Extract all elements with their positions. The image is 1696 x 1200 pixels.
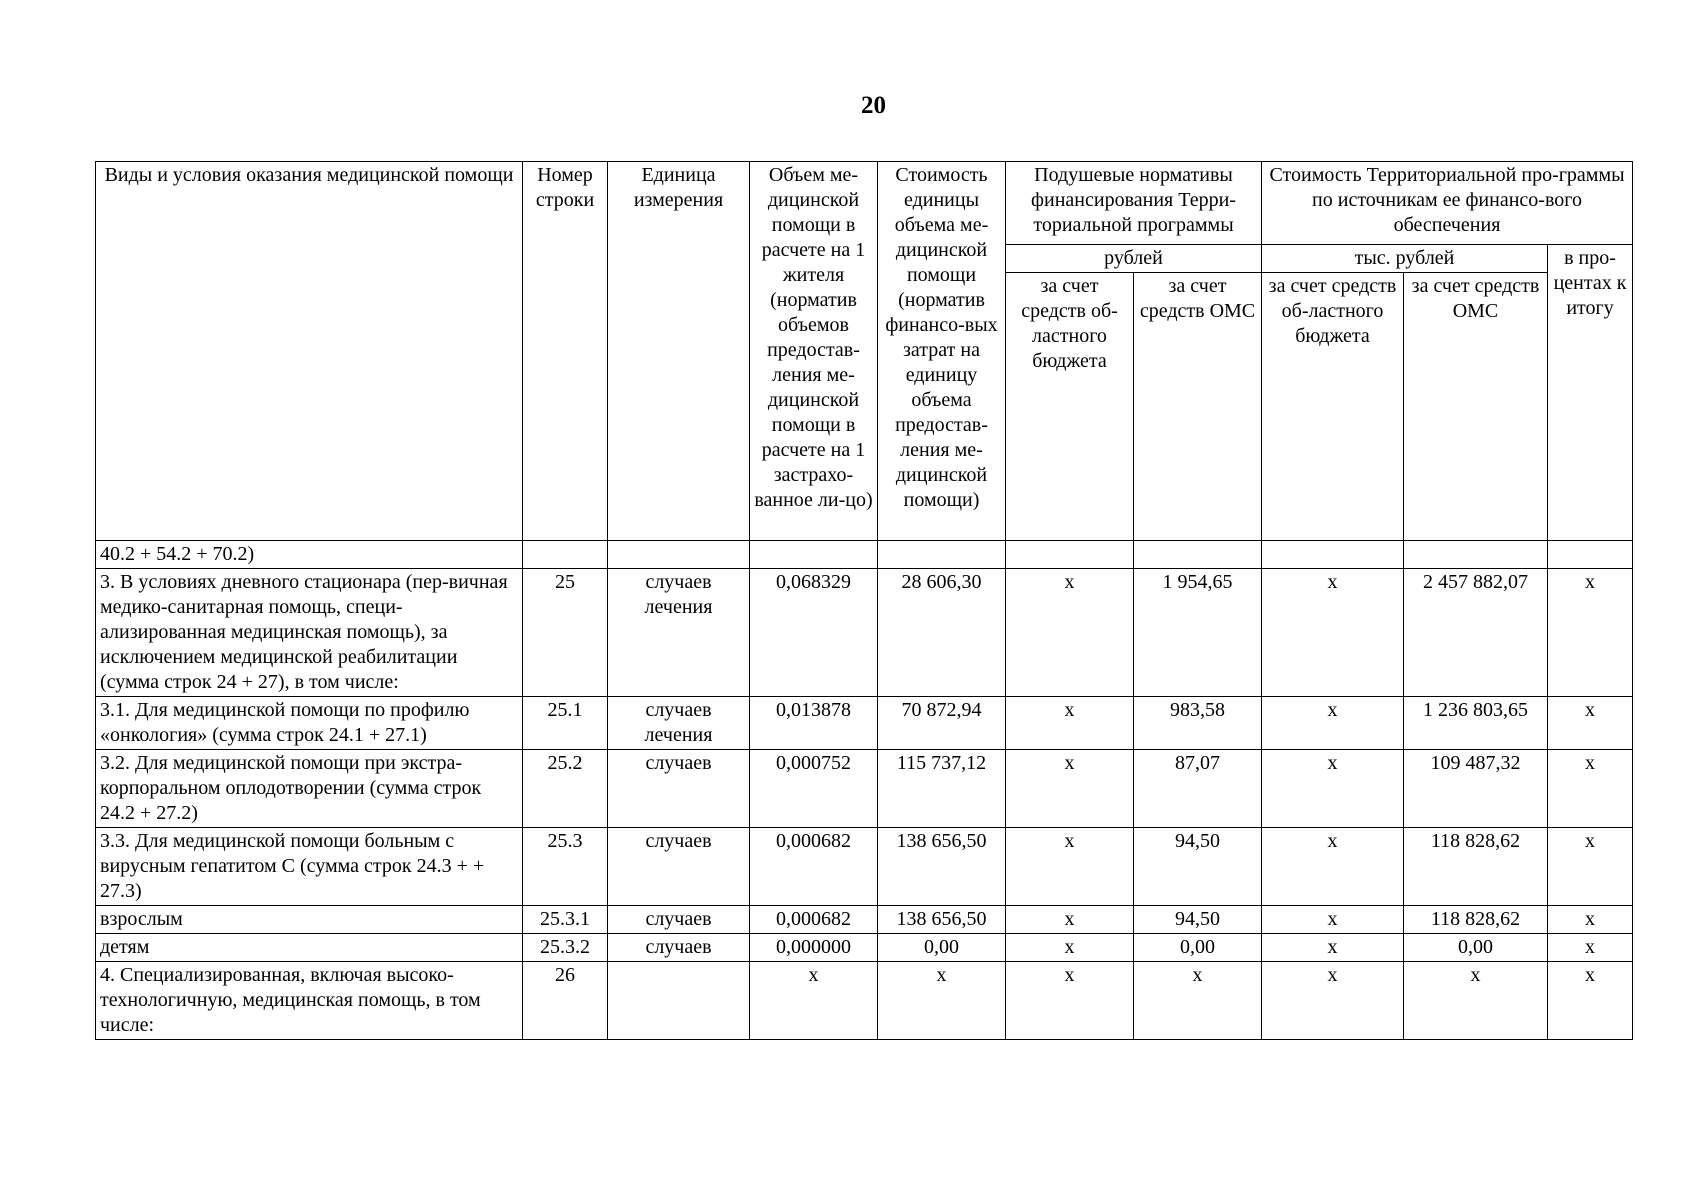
row-budget: х	[1006, 934, 1134, 962]
row-budget: х	[1006, 962, 1134, 1040]
row-volume: 0,000000	[750, 934, 878, 962]
header-rub: рублей	[1006, 245, 1262, 273]
row-cost: 0,00	[878, 934, 1006, 962]
row-name: детям	[96, 934, 523, 962]
table-row	[96, 906, 1633, 934]
row-cost: 138 656,50	[878, 906, 1006, 934]
row-unit: случаев	[608, 906, 750, 934]
header-percent: в про-центах к итогу	[1548, 245, 1633, 541]
header-total-cost: Стоимость Территориальной про-граммы по источникам ее финансо-вого обеспечения	[1262, 162, 1633, 245]
row-name: 3. В условиях дневного стационара (пер-вичная медико-санитарная помощь, специ-ализированная медицинская помощь), за исключением медицинской реабилитации (сумма строк 24 + 27), в том числе:	[96, 569, 523, 697]
header-oms: за счет средств ОМС	[1134, 273, 1262, 541]
row-name: 4. Специализированная, включая высоко-технологичную, медицинская помощь, в том числе:	[96, 962, 523, 1040]
row-budget	[1006, 541, 1134, 569]
header-row-number: Номер строки	[523, 162, 608, 541]
row-cost: 115 737,12	[878, 750, 1006, 828]
row-cost	[878, 541, 1006, 569]
row-percent: х	[1548, 934, 1633, 962]
row-unit	[608, 962, 750, 1040]
row-unit: случаев	[608, 750, 750, 828]
row-percent: х	[1548, 750, 1633, 828]
row-oms-thous: х	[1404, 962, 1548, 1040]
row-cost: 138 656,50	[878, 828, 1006, 906]
row-cost: 70 872,94	[878, 697, 1006, 750]
table-row	[96, 569, 1633, 697]
row-budget: х	[1006, 906, 1134, 934]
row-budget-thous: х	[1262, 750, 1404, 828]
row-percent: х	[1548, 697, 1633, 750]
header-kind: Виды и условия оказания медицинской помощи	[96, 162, 523, 541]
header-volume: Объем ме-дицинской помощи в расчете на 1 жителя (норматив объемов предостав-ления ме-дицинской помощи в расчете на 1 застрахо-ванное ли-цо)	[750, 162, 878, 541]
row-oms-thous	[1404, 541, 1548, 569]
row-volume: 0,000682	[750, 828, 878, 906]
row-unit	[608, 541, 750, 569]
row-percent: х	[1548, 962, 1633, 1040]
row-budget-thous: х	[1262, 962, 1404, 1040]
header-thous-rub: тыс. рублей	[1262, 245, 1548, 273]
row-budget-thous: х	[1262, 828, 1404, 906]
row-oms-thous: 118 828,62	[1404, 828, 1548, 906]
header-unit: Единица измерения	[608, 162, 750, 541]
row-volume	[750, 541, 878, 569]
row-unit: случаев	[608, 934, 750, 962]
row-number: 25.2	[523, 750, 608, 828]
row-percent: х	[1548, 828, 1633, 906]
row-volume: 0,000752	[750, 750, 878, 828]
row-oms: х	[1134, 962, 1262, 1040]
row-number: 25.3.2	[523, 934, 608, 962]
row-percent	[1548, 541, 1633, 569]
row-oms-thous: 109 487,32	[1404, 750, 1548, 828]
table-row	[96, 750, 1633, 828]
row-number: 25.3	[523, 828, 608, 906]
row-oms: 983,58	[1134, 697, 1262, 750]
row-number: 26	[523, 962, 608, 1040]
row-budget: х	[1006, 697, 1134, 750]
table-row	[96, 541, 1633, 569]
row-budget: х	[1006, 828, 1134, 906]
row-name: 3.1. Для медицинской помощи по профилю «онкология» (сумма строк 24.1 + 27.1)	[96, 697, 523, 750]
row-percent: х	[1548, 569, 1633, 697]
financing-table	[95, 161, 1633, 1040]
row-cost: х	[878, 962, 1006, 1040]
table-row	[96, 934, 1633, 962]
row-oms-thous: 118 828,62	[1404, 906, 1548, 934]
header-cost: Стоимость единицы объема ме-дицинской помощи (норматив финансо-вых затрат на единицу объема предостав-ления ме-дицинской помощи)	[878, 162, 1006, 541]
row-oms: 94,50	[1134, 828, 1262, 906]
row-budget-thous: х	[1262, 569, 1404, 697]
row-oms	[1134, 541, 1262, 569]
row-volume: 0,013878	[750, 697, 878, 750]
row-volume: х	[750, 962, 878, 1040]
row-number: 25	[523, 569, 608, 697]
header-budget: за счет средств об-ластного бюджета	[1006, 273, 1134, 541]
row-budget-thous	[1262, 541, 1404, 569]
row-budget-thous: х	[1262, 906, 1404, 934]
row-volume: 0,000682	[750, 906, 878, 934]
row-number: 25.1	[523, 697, 608, 750]
header-oms-thous: за счет средств ОМС	[1404, 273, 1548, 541]
row-name: 40.2 + 54.2 + 70.2)	[96, 541, 523, 569]
row-budget-thous: х	[1262, 934, 1404, 962]
row-number: 25.3.1	[523, 906, 608, 934]
row-oms-thous: 0,00	[1404, 934, 1548, 962]
row-oms-thous: 1 236 803,65	[1404, 697, 1548, 750]
header-budget-thous: за счет средств об-ластного бюджета	[1262, 273, 1404, 541]
row-percent: х	[1548, 906, 1633, 934]
table-row	[96, 697, 1633, 750]
row-oms: 1 954,65	[1134, 569, 1262, 697]
table-row	[96, 962, 1633, 1040]
row-name: 3.3. Для медицинской помощи больным с вирусным гепатитом С (сумма строк 24.3 + + 27.3)	[96, 828, 523, 906]
row-name: взрослым	[96, 906, 523, 934]
row-oms: 0,00	[1134, 934, 1262, 962]
row-oms: 94,50	[1134, 906, 1262, 934]
row-unit: случаев лечения	[608, 569, 750, 697]
row-unit: случаев лечения	[608, 697, 750, 750]
row-number	[523, 541, 608, 569]
row-budget: х	[1006, 750, 1134, 828]
table-row	[96, 828, 1633, 906]
row-budget-thous: х	[1262, 697, 1404, 750]
row-budget: х	[1006, 569, 1134, 697]
row-cost: 28 606,30	[878, 569, 1006, 697]
header-per-capita: Подушевые нормативы финансирования Терри-ториальной программы	[1006, 162, 1262, 245]
row-volume: 0,068329	[750, 569, 878, 697]
row-oms: 87,07	[1134, 750, 1262, 828]
row-unit: случаев	[608, 828, 750, 906]
row-oms-thous: 2 457 882,07	[1404, 569, 1548, 697]
page-number: 20	[861, 92, 886, 119]
row-name: 3.2. Для медицинской помощи при экстра-корпоральном оплодотворении (сумма строк 24.2 + 27.2)	[96, 750, 523, 828]
